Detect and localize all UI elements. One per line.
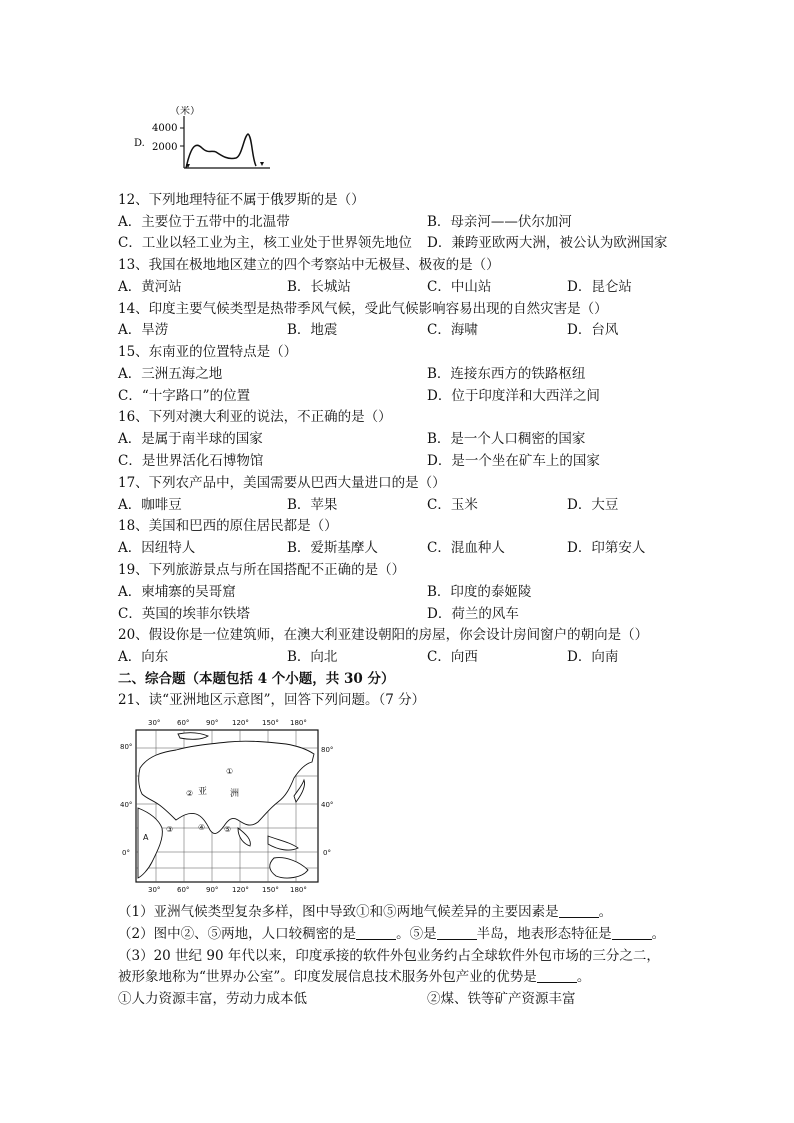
map-point-3: ③	[166, 825, 174, 834]
q21-sub3-line2	[118, 968, 590, 986]
q13-option-d: D．昆仑站	[567, 279, 632, 295]
q20-option-b: B．向北	[287, 649, 338, 665]
map-bottom-label-30: 30°	[148, 886, 161, 894]
q20-option-c: C．向西	[427, 649, 478, 665]
map-point-2: ②	[186, 789, 194, 798]
map-label-asia-1: 亚	[198, 787, 208, 797]
figure-d-tick-4000: 4000	[152, 123, 178, 134]
map-top-label-90: 90°	[206, 719, 219, 727]
map-bottom-label-90: 90°	[206, 886, 219, 894]
map-point-4: ④	[198, 823, 206, 832]
q21-sub3-text: 被形象地称为“世界办公室”。印度发展信息技术服务外包产业的优势是	[118, 969, 537, 985]
q15-option-c: C．“十字路口”的位置	[118, 388, 251, 404]
elevation-profile-d	[132, 106, 272, 174]
q19-option-d: D．荷兰的风车	[427, 606, 519, 622]
question-17-stem: 17、下列农产品中，美国需要从巴西大量进口的是（）	[118, 475, 446, 491]
map-top-label-150: 150°	[262, 719, 279, 727]
q20-option-a: A．向东	[118, 649, 169, 665]
q18-option-d: D．印第安人	[567, 540, 646, 556]
map-right-label-40: 40°	[321, 801, 334, 809]
figure-d-tick-2000: 2000	[152, 142, 178, 153]
map-top-label-120: 120°	[232, 719, 249, 727]
question-20-stem: 20、假设你是一位建筑师，在澳大利亚建设朝阳的房屋，你会设计房间窗户的朝向是（）	[118, 627, 649, 643]
q13-option-b: B．长城站	[287, 279, 351, 295]
map-top-label-60: 60°	[177, 719, 190, 727]
q21-sub3-line1: （3）20 世纪 90 年代以来，印度承接的软件外包业务约占全球软件外包市场的三分之二，	[118, 948, 660, 964]
q15-option-d: D．位于印度洋和大西洋之间	[427, 388, 600, 404]
q12-option-b: B．母亲河——伏尔加河	[427, 214, 572, 230]
q14-option-b: B．地震	[287, 322, 338, 338]
map-bottom-label-120: 120°	[232, 886, 249, 894]
map-right-label-0: 0°	[323, 849, 331, 857]
map-left-label-40: 40°	[120, 801, 133, 809]
q16-option-d: D．是一个坐在矿车上的国家	[427, 453, 600, 469]
q14-option-c: C．海啸	[427, 322, 478, 338]
q15-option-a: A．三洲五海之地	[118, 366, 223, 382]
map-point-1: ①	[226, 767, 234, 776]
q19-option-c: C．英国的埃菲尔铁塔	[118, 606, 250, 622]
answer-blank-1[interactable]	[559, 903, 599, 918]
question-12-stem: 12、下列地理特征不属于俄罗斯的是（）	[118, 192, 365, 208]
q13-option-a: A．黄河站	[118, 279, 182, 295]
q16-option-b: B．是一个人口稠密的国家	[427, 431, 586, 447]
q12-option-a: A．主要位于五带中的北温带	[118, 214, 290, 230]
map-right-label-80: 80°	[321, 746, 334, 754]
q21-choice-1: ①人力资源丰富，劳动力成本低	[118, 991, 307, 1007]
map-label-asia-2: 洲	[230, 789, 240, 799]
q19-option-a: A．柬埔寨的吴哥窟	[118, 584, 236, 600]
q21-sub1-end: 。	[598, 904, 613, 920]
section-2-heading: 二、综合题（本题包括 4 个小题，共 30 分）	[118, 671, 395, 687]
q19-option-b: B．印度的泰姬陵	[427, 584, 532, 600]
map-bottom-label-150: 150°	[262, 886, 279, 894]
q21-sub2-text-a: （2）图中②、⑤两地，人口较稠密的是	[118, 926, 357, 942]
figure-d-label: D.	[134, 138, 145, 149]
q18-option-b: B．爱斯基摩人	[287, 540, 378, 556]
map-top-label-180: 180°	[290, 719, 307, 727]
q21-sub1	[118, 903, 612, 921]
q12-option-d: D．兼跨亚欧两大洲，被公认为欧洲国家	[427, 235, 668, 251]
q21-sub2-text-c: 半岛，地表形态特征是	[476, 926, 612, 942]
question-18-stem: 18、美国和巴西的原住居民都是（）	[118, 518, 338, 534]
answer-blank-2[interactable]	[356, 925, 396, 940]
map-left-label-0: 0°	[122, 849, 130, 857]
q18-option-c: C．混血种人	[427, 540, 505, 556]
answer-blank-3[interactable]	[437, 925, 477, 940]
q18-option-a: A．因纽特人	[118, 540, 196, 556]
question-14-stem: 14、印度主要气候类型是热带季风气候，受此气候影响容易出现的自然灾害是（）	[118, 301, 608, 317]
map-bottom-label-180: 180°	[290, 886, 307, 894]
question-16-stem: 16、下列对澳大利亚的说法，不正确的是（）	[118, 409, 392, 425]
answer-blank-5[interactable]	[537, 968, 577, 983]
q16-option-a: A．是属于南半球的国家	[118, 431, 263, 447]
q21-sub2-text-d: 。	[651, 926, 666, 942]
asia-region-map	[118, 716, 340, 896]
q12-option-c: C．工业以轻工业为主，核工业处于世界领先地位	[118, 235, 412, 251]
q21-sub3-end: 。	[576, 969, 591, 985]
q14-option-d: D．台风	[567, 322, 619, 338]
q17-option-d: D．大豆	[567, 497, 619, 513]
q20-option-d: D．向南	[567, 649, 619, 665]
question-15-stem: 15、东南亚的位置特点是（）	[118, 344, 298, 360]
q15-option-b: B．连接东西方的铁路枢纽	[427, 366, 586, 382]
question-19-stem: 19、下列旅游景点与所在国搭配不正确的是（）	[118, 562, 406, 578]
map-top-label-30: 30°	[148, 719, 161, 727]
q16-option-c: C．是世界活化石博物馆	[118, 453, 264, 469]
q13-option-c: C．中山站	[427, 279, 492, 295]
q17-option-b: B．苹果	[287, 497, 338, 513]
q14-option-a: A．旱涝	[118, 322, 169, 338]
q21-sub1-text: （1）亚洲气候类型复杂多样，图中导致①和⑤两地气候差异的主要因素是	[118, 904, 559, 920]
map-bottom-label-60: 60°	[177, 886, 190, 894]
q21-sub2	[118, 925, 665, 943]
answer-blank-4[interactable]	[612, 925, 652, 940]
map-point-5: ⑤	[224, 825, 232, 834]
q21-sub2-text-b: 。⑤是	[396, 926, 437, 942]
question-13-stem: 13、我国在极地地区建立的四个考察站中无极昼、极夜的是（）	[118, 257, 500, 273]
q21-choice-2: ②煤、铁等矿产资源丰富	[427, 991, 576, 1007]
question-21-stem: 21、读“亚洲地区示意图”，回答下列问题。（7 分）	[118, 692, 426, 708]
figure-d-unit: （米）	[170, 106, 200, 117]
q17-option-a: A．咖啡豆	[118, 497, 182, 513]
map-left-label-80: 80°	[120, 743, 133, 751]
map-label-a: A	[143, 833, 149, 842]
q17-option-c: C．玉米	[427, 497, 478, 513]
